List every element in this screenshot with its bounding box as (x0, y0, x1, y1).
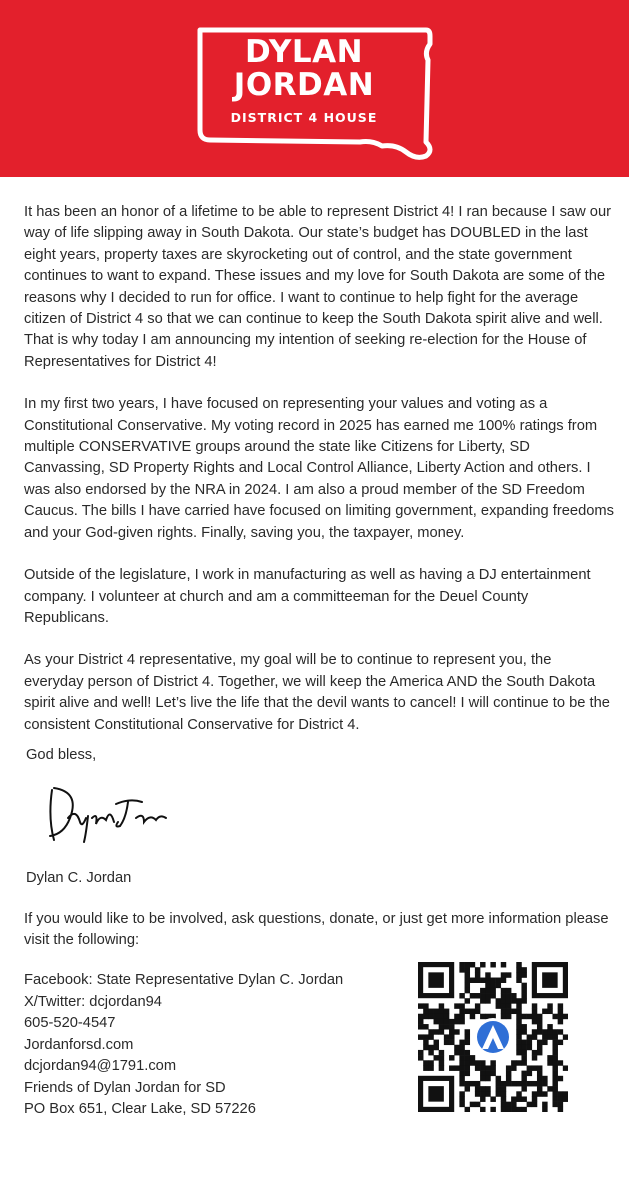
contact-twitter[interactable]: X/Twitter: dcjordan94 (24, 993, 162, 1010)
involved-text: If you would like to be involved, ask questions, donate, or just get more information please visit the following: (24, 911, 609, 949)
contact-address: PO Box 651, Clear Lake, SD 57226 (24, 1101, 256, 1117)
paragraph-personal: Outside of the legislature, I work in manufacturing as well as having a DJ entertainment company. I volunteer at church and am a committeeman for the Deuel County Republicans. (24, 567, 591, 626)
contact-email[interactable]: dcjordan94@1791.com (24, 1058, 177, 1074)
signature-name: Dylan C. Jordan (26, 870, 132, 886)
header-banner (0, 0, 629, 177)
paragraph-record: In my first two years, I have focused on representing your values and voting as a Constitutional Conservative. My voting record in 2025 has earned me 100% ratings from multiple CONSERVATIVE groups around the state like Citizens for Liberty, SD Canvassing, SD Property Rights and Local Control Alliance, Liberty Action and others. I was also endorsed by the NRA in 2024. I am also a proud member of the SD Freedom Caucus. The bills I have carried have focused on limiting government, expanding freedoms and your God-given rights. Finally, saving you, the taxpayer, money. (24, 396, 615, 541)
qr-code-icon[interactable] (418, 962, 568, 1112)
contact-phone[interactable]: 605-520-4547 (24, 1015, 116, 1031)
contact-website[interactable]: Jordanforsd.com (24, 1036, 134, 1053)
contact-list (24, 970, 404, 1121)
paragraph-goal: As your District 4 representative, my goal will be to continue to represent you, the everyday person of District 4. Together, we will keep the America AND the South Dakota spirit alive and well! Let’s live the life that the devil wants to cancel! I will continue to be the consistent Constitutional Conservative for District 4. (24, 652, 610, 733)
logo (204, 36, 404, 125)
contact-facebook[interactable]: Facebook: State Representative Dylan C. Jordan (24, 972, 344, 988)
closing: God bless, (26, 747, 97, 763)
letter-body (24, 202, 614, 757)
logo-name-first: DYLAN (244, 34, 364, 70)
paragraph-intro: It has been an honor of a lifetime to be able to represent District 4! I ran because I saw our way of life slipping away in South Dakota. Our state’s budget has DOUBLED in the last eight years, property taxes are skyrocketing out of control, and the state government continues to want to expand. These issues and my love for South Dakota are some of the reasons why I decided to run for office. I want to continue to help fight for the average citizen of District 4 so that we can continue to keep the South Dakota spirit alive and well. That is why today I am announcing my intention of seeking re-election for the House of Representatives for District 4! (24, 204, 612, 370)
logo-subtitle: DISTRICT 4 HOUSE (230, 110, 378, 125)
contact-committee: Friends of Dylan Jordan for SD (24, 1079, 226, 1096)
signature (40, 778, 170, 848)
logo-name-last: JORDAN (233, 67, 375, 103)
